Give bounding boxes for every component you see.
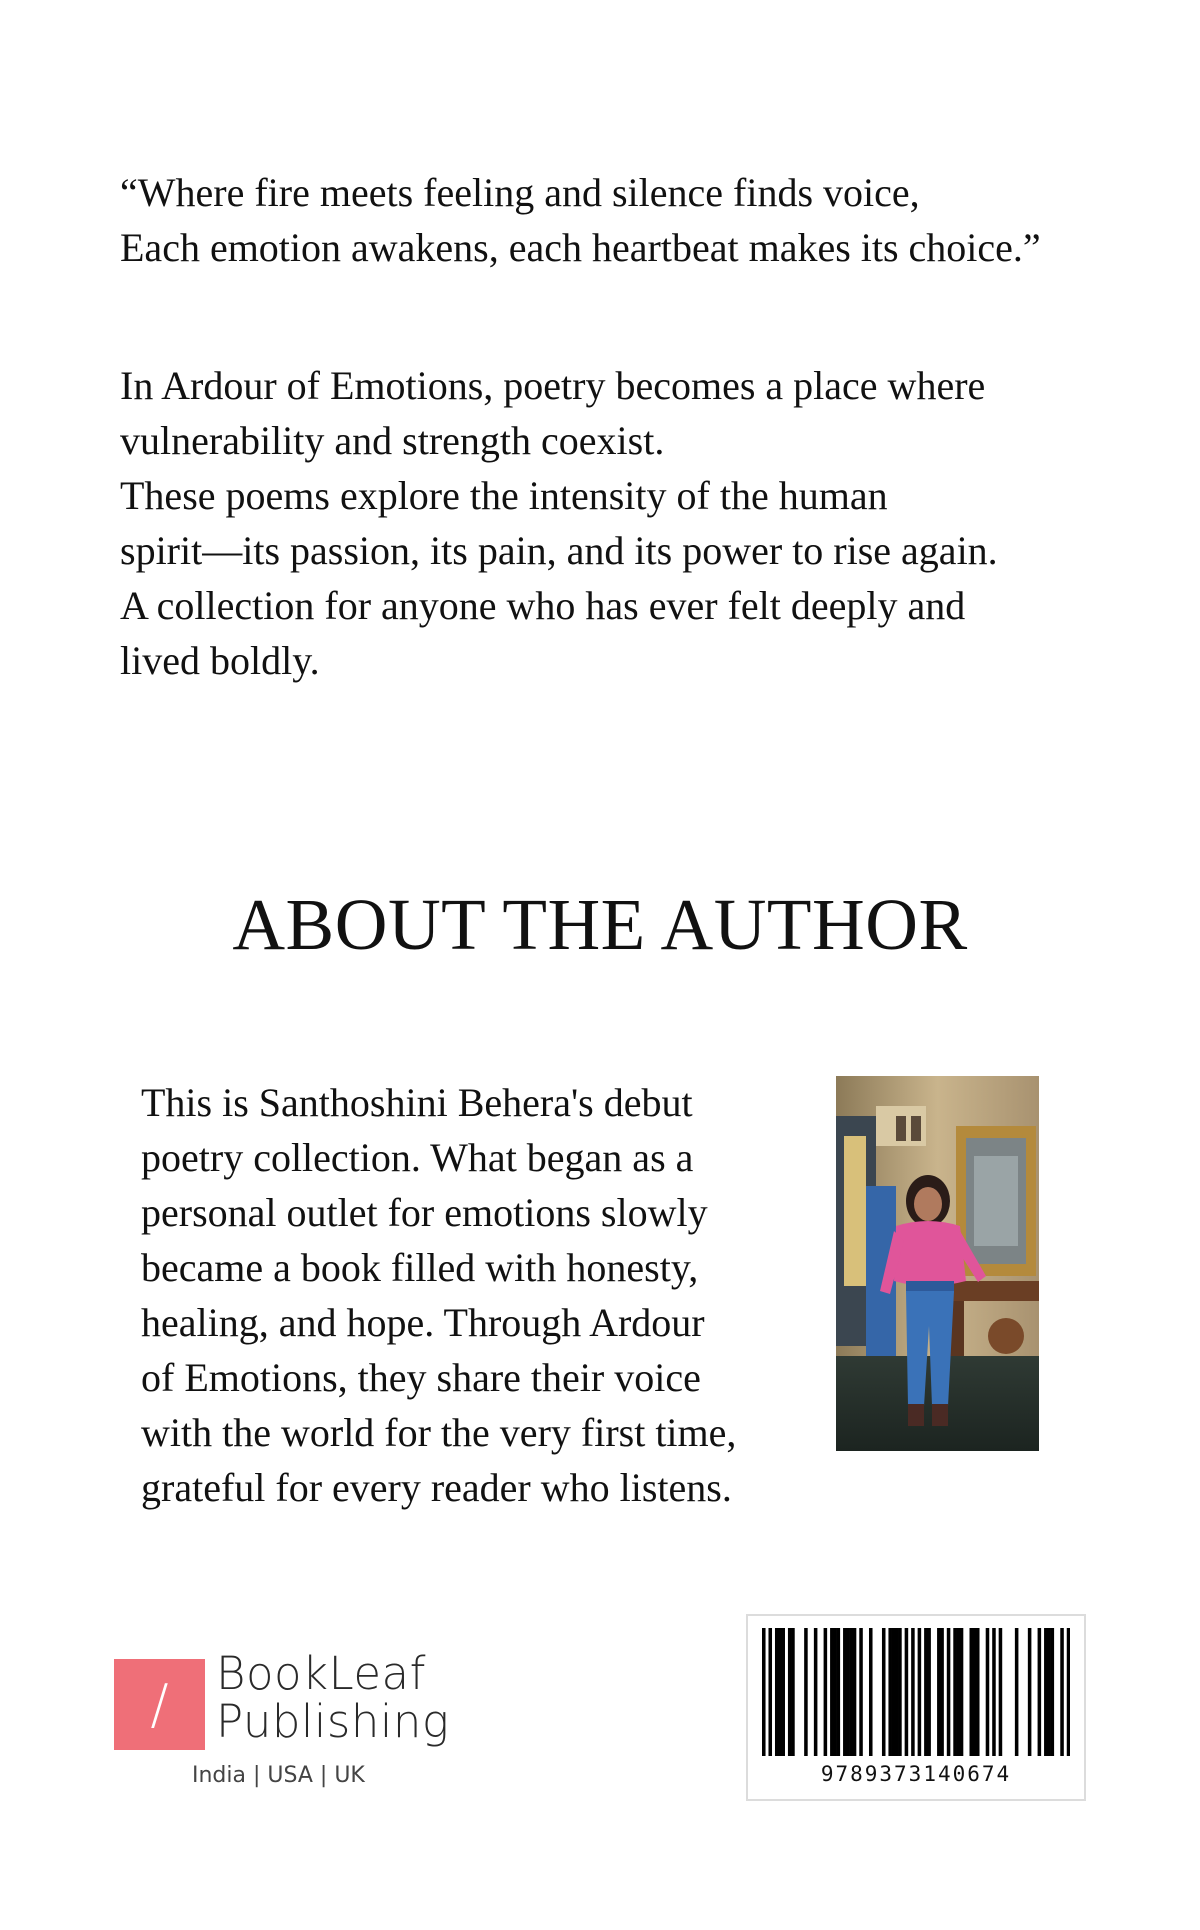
barcode-bar xyxy=(788,1628,792,1756)
barcode-bar xyxy=(911,1628,915,1756)
barcode-bar xyxy=(843,1628,847,1756)
barcode-bar xyxy=(969,1628,973,1756)
barcode-bar xyxy=(791,1628,795,1756)
book-blurb xyxy=(120,330,1120,688)
barcode-bar xyxy=(830,1628,834,1756)
barcode-bar xyxy=(882,1628,886,1756)
barcode-bar xyxy=(947,1628,951,1756)
bio-line-8: grateful for every reader who listens. xyxy=(141,1465,732,1510)
publisher-logo xyxy=(114,1647,474,1795)
author-photo xyxy=(836,1076,1039,1451)
publisher-name-line2: Publishing xyxy=(216,1695,450,1748)
barcode-bar xyxy=(859,1628,863,1756)
logo-slash-icon: / xyxy=(150,1673,169,1736)
barcode-bar xyxy=(898,1628,902,1756)
barcode-bar xyxy=(781,1628,785,1756)
blurb-line-4: spirit—its passion, its pain, and its power to rise again. xyxy=(120,528,998,573)
barcode-bar xyxy=(833,1628,837,1756)
barcode-bar xyxy=(992,1628,996,1756)
barcode-bar xyxy=(1015,1628,1019,1756)
bio-line-1: This is Santhoshini Behera's debut xyxy=(141,1080,693,1125)
barcode-bar xyxy=(918,1628,922,1756)
barcode-bar xyxy=(824,1628,828,1756)
bio-line-5: healing, and hope. Through Ardour xyxy=(141,1300,705,1345)
barcode-bars xyxy=(762,1628,1070,1756)
barcode-bar xyxy=(953,1628,957,1756)
blurb-line-6: lived boldly. xyxy=(120,638,320,683)
quote-line-1: “Where fire meets feeling and silence finds voice, xyxy=(120,170,920,215)
bio-line-6: of Emotions, they share their voice xyxy=(141,1355,701,1400)
isbn-barcode xyxy=(746,1614,1086,1801)
barcode-bar xyxy=(768,1628,772,1756)
bio-line-3: personal outlet for emotions slowly xyxy=(141,1190,708,1235)
barcode-bar xyxy=(762,1628,766,1756)
barcode-bar xyxy=(1047,1628,1051,1756)
author-bio xyxy=(141,1075,791,1515)
bio-line-7: with the world for the very first time, xyxy=(141,1410,737,1455)
barcode-bar xyxy=(924,1628,928,1756)
barcode-bar xyxy=(775,1628,779,1756)
about-author-heading: ABOUT THE AUTHOR xyxy=(232,884,968,965)
barcode-bar xyxy=(837,1628,841,1756)
quote-line-2: Each emotion awakens, each heartbeat makes its choice.” xyxy=(120,225,1041,270)
barcode-bar xyxy=(940,1628,944,1756)
opening-quote xyxy=(120,165,1120,275)
barcode-bar xyxy=(869,1628,873,1756)
isbn-number: 9789373140674 xyxy=(820,1762,1012,1786)
publisher-regions: India | USA | UK xyxy=(192,1763,365,1788)
barcode-bar xyxy=(999,1628,1003,1756)
barcode-bar xyxy=(804,1628,808,1756)
barcode-bar xyxy=(814,1628,818,1756)
barcode-bar xyxy=(960,1628,964,1756)
barcode-bar xyxy=(957,1628,961,1756)
barcode-bar xyxy=(927,1628,931,1756)
bio-line-4: became a book filled with honesty, xyxy=(141,1245,699,1290)
barcode-bar xyxy=(1038,1628,1042,1756)
publisher-name-line1: BookLeaf xyxy=(216,1647,426,1700)
barcode-bar xyxy=(937,1628,941,1756)
barcode-bar xyxy=(1028,1628,1032,1756)
blurb-line-5: A collection for anyone who has ever felt deeply and xyxy=(120,583,966,628)
barcode-bar xyxy=(895,1628,899,1756)
barcode-bar xyxy=(1044,1628,1048,1756)
barcode-bar xyxy=(850,1628,854,1756)
barcode-bar xyxy=(888,1628,892,1756)
barcode-bar xyxy=(1060,1628,1064,1756)
barcode-bar xyxy=(853,1628,857,1756)
barcode-bar xyxy=(1051,1628,1055,1756)
barcode-bar xyxy=(905,1628,909,1756)
barcode-bar xyxy=(986,1628,990,1756)
barcode-bar xyxy=(892,1628,896,1756)
blurb-line-2: vulnerability and strength coexist. xyxy=(120,418,665,463)
barcode-bar xyxy=(846,1628,850,1756)
barcode-bar xyxy=(1067,1628,1070,1756)
barcode-bar xyxy=(976,1628,980,1756)
barcode-bar xyxy=(778,1628,782,1756)
bio-line-2: poetry collection. What began as a xyxy=(141,1135,694,1180)
blurb-line-3: These poems explore the intensity of the human xyxy=(120,473,888,518)
blurb-line-1: In Ardour of Emotions, poetry becomes a place where xyxy=(120,363,986,408)
barcode-bar xyxy=(973,1628,977,1756)
